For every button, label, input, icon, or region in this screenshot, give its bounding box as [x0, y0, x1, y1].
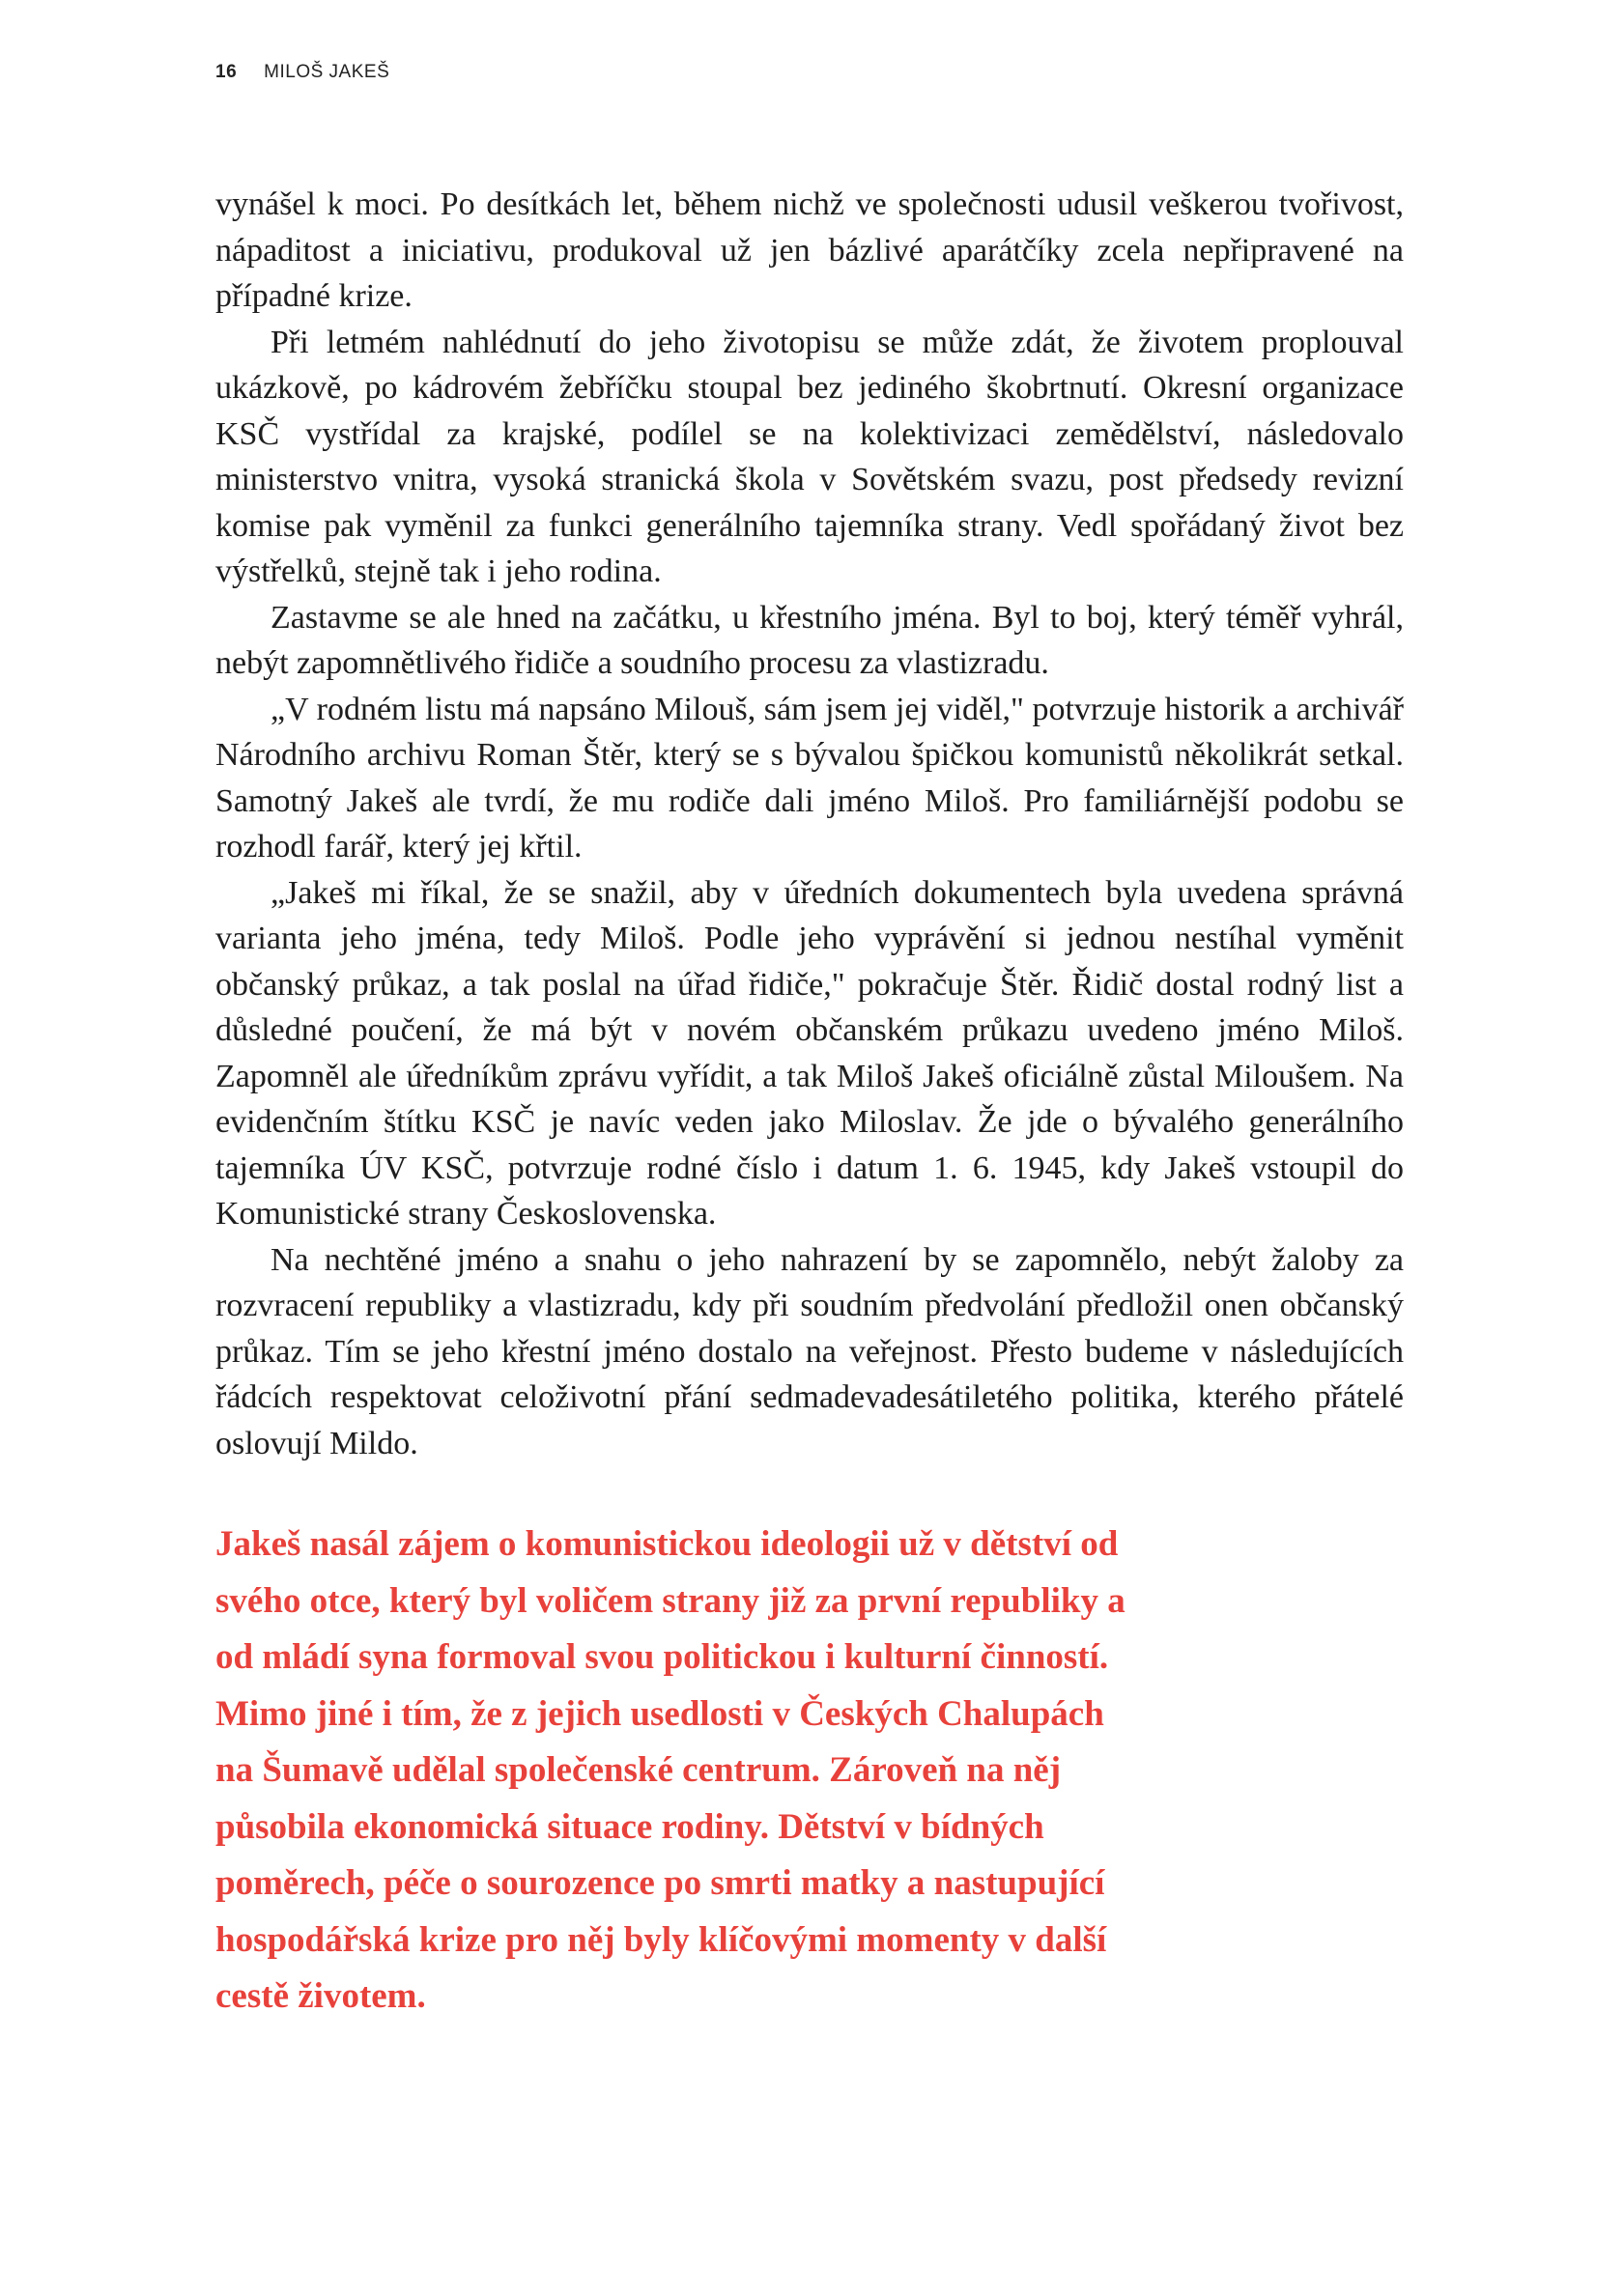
pull-quote: Jakeš nasál zájem o komunistickou ideologii už v dětství od svého otce, který byl voličem strany již za první republiky a od mládí syna formoval svou politickou i kulturní činností. Mimo jiné i tím, že z jejich usedlosti v Českých Chalupách na Šumavě udělal společenské centrum. Zároveň na něj působila ekonomická situace rodiny. Dětství v bídných poměrech, péče o sourozence po smrti matky a nastupující hospodářská krize pro něj byly klíčovými momenty v další cestě životem.	[215, 1524, 1125, 2016]
running-head: MILOŠ JAKEŠ	[264, 62, 390, 82]
body-text	[215, 182, 1404, 1466]
page-number: 16	[215, 62, 238, 82]
paragraph: Zastavme se ale hned na začátku, u křestního jména. Byl to boj, který téměř vyhrál, nebýt zapomnětlivého řidiče a soudního procesu za vlastizradu.	[215, 599, 1404, 681]
paragraph: Při letmém nahlédnutí do jeho životopisu se může zdát, že životem proplouval ukázkově, po kádrovém žebříčku stoupal bez jediného škobrtnutí. Okresní organizace KSČ vystřídal za krajské, podílel se na kolektivizaci zemědělství, následovalo ministerstvo vnitra, vysoká stranická škola v Sovětském svazu, post předsedy revizní komise pak vyměnil za funkci generálního tajemníka strany. Vedl spořádaný život bez výstřelků, stejně tak i jeho rodina.	[215, 324, 1404, 589]
paragraph: vynášel k moci. Po desítkách let, během nichž ve společnosti udusil veškerou tvořivost, nápaditost a iniciativu, produkoval už jen bázlivé aparátčíky zcela nepřipravené na případné krize.	[215, 186, 1404, 314]
page-header	[215, 62, 389, 83]
paragraph: „Jakeš mi říkal, že se snažil, aby v úředních dokumentech byla uvedena správná varianta jeho jména, tedy Miloš. Podle jeho vyprávění si jednou nestíhal vyměnit občanský průkaz, a tak poslal na úřad řidiče," pokračuje Štěr. Řidič dostal rodný list a důsledné poučení, že má být v novém občanském průkazu uvedeno jméno Miloš. Zapomněl ale úředníkům zprávu vyřídit, a tak Miloš Jakeš oficiálně zůstal Miloušem. Na evidenčním štítku KSČ je navíc veden jako Miloslav. Že jde o bývalého generálního tajemníka ÚV KSČ, potvrzuje rodné číslo i datum 1. 6. 1945, kdy Jakeš vstoupil do Komunistické strany Československa.	[215, 874, 1404, 1232]
paragraph: „V rodném listu má napsáno Milouš, sám jsem jej viděl," potvrzuje historik a archivář Národního archivu Roman Štěr, který se s bývalou špičkou komunistů několikrát setkal. Samotný Jakeš ale tvrdí, že mu rodiče dali jméno Miloš. Pro familiárnější podobu se rozhodl farář, který jej křtil.	[215, 691, 1404, 865]
paragraph: Na nechtěné jméno a snahu o jeho nahrazení by se zapomnělo, nebýt žaloby za rozvracení republiky a vlastizradu, kdy při soudním předvolání předložil onen občanský průkaz. Tím se jeho křestní jméno dostalo na veřejnost. Přesto budeme v následujících řádcích respektovat celoživotní přání sedmadevadesátiletého politika, kterého přátelé oslovují Mildo.	[215, 1241, 1404, 1461]
